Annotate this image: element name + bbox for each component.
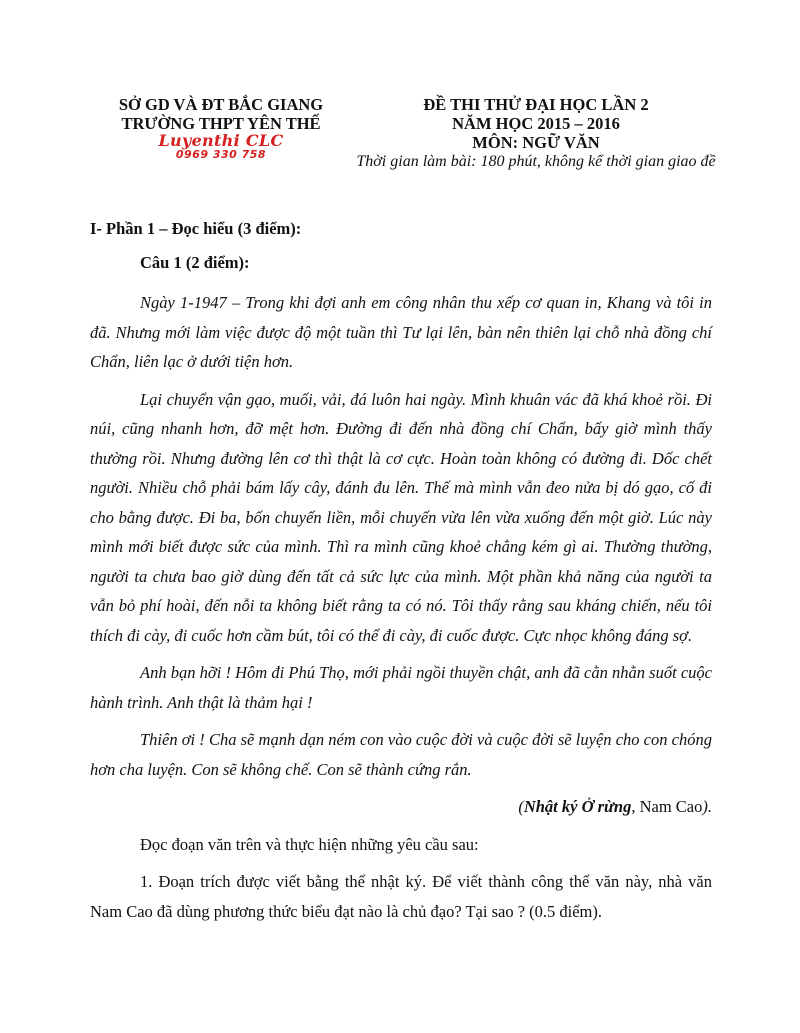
passage-paragraph: Lại chuyển vận gạo, muối, vải, đá luôn hai ngày. Mình khuân vác đã khá khoẻ rồi. Đi núi, cũng nhanh hơn, đỡ mệt hơn. Đường đi đến nhà đồng chí Chẩn, bấy giờ mình thấy thường rồi. Nhưng đường lên cơ thì thật là cơ cực. Hoàn toàn không có đường đi. Dốc chết người. Nhiều chỗ phải bám lấy cây, đánh đu lên. Thế mà mình vẫn đeo nửa bị dó gạo, cố đi cho bằng được. Đi ba, bốn chuyến liền, mỗi chuyến vừa lên vừa xuống đến một giờ. Lúc này mình mới biết được sức của mình. Thì ra mình cũng khoẻ chẳng kém gì ai. Thường thường, người ta chưa bao giờ dùng đến tất cả sức lực của mình. Một phần khả năng của người ta vẫn bỏ phí hoài, đến nỗi ta không biết rằng ta có nó. Tôi thấy rằng sau kháng chiến, nếu tôi thích đi cày, đi cuốc hơn cầm bút, tôi có thể đi cày, đi cuốc được. Cực nhọc không đáng sợ. (90, 389, 712, 645)
passage-paragraph: Anh bạn hỡi ! Hôm đi Phú Thọ, mới phải ngồi thuyền chật, anh đã cằn nhằn suốt cuộc hành trình. Anh thật là thảm hại ! (90, 663, 712, 712)
exam-title: ĐỀ THI THỬ ĐẠI HỌC LẦN 2 (423, 95, 649, 114)
brand-phone: 0969 330 758 (175, 148, 267, 161)
exam-header (352, 95, 720, 171)
section-heading: I- Phần 1 – Đọc hiểu (3 điểm): (90, 219, 302, 238)
source-open: ( (518, 797, 524, 816)
time-note: Thời gian làm bài: 180 phút, không kể thời gian giao đề (356, 153, 716, 170)
school-name: TRƯỜNG THPT YÊN THẾ (121, 114, 321, 133)
source-title: Nhật ký Ở rừng (523, 797, 632, 816)
source-author: , Nam Cao (631, 797, 703, 816)
question-heading: Câu 1 (2 điểm): (140, 253, 250, 272)
school-year: NĂM HỌC 2015 – 2016 (452, 114, 620, 133)
department-name: SỞ GD VÀ ĐT BẮC GIANG (118, 95, 324, 114)
instruction-text: Đọc đoạn văn trên và thực hiện những yêu cầu sau: (140, 834, 479, 854)
school-header (96, 95, 346, 161)
exam-body (90, 212, 712, 926)
passage-paragraph: Ngày 1-1947 – Trong khi đợi anh em công nhân thu xếp cơ quan in, Khang và tôi in đã. Nhưng mới làm việc được độ một tuần thì Tư lại lên, bàn nên thiên lại chỗ nhà đồng chí Chẩn, liên lạc ở dưới tiện hơn. (90, 293, 712, 371)
brand-watermark: Luyenthi CLC (158, 131, 284, 150)
passage-source (90, 792, 712, 822)
passage-paragraph: Thiên ơi ! Cha sẽ mạnh dạn ném con vào cuộc đời và cuộc đời sẽ luyện cho con chóng hơn cha luyện. Con sẽ không chế. Con sẽ thành cứng rắn. (90, 730, 712, 779)
subject: MÔN: NGỮ VĂN (472, 133, 600, 152)
task-1: 1. Đoạn trích được viết bằng thể nhật ký. Để viết thành công thể văn này, nhà văn Nam Cao đã dùng phương thức biểu đạt nào là chủ đạo? Tại sao ? (0.5 điểm). (90, 872, 712, 921)
source-close: ). (702, 797, 712, 816)
